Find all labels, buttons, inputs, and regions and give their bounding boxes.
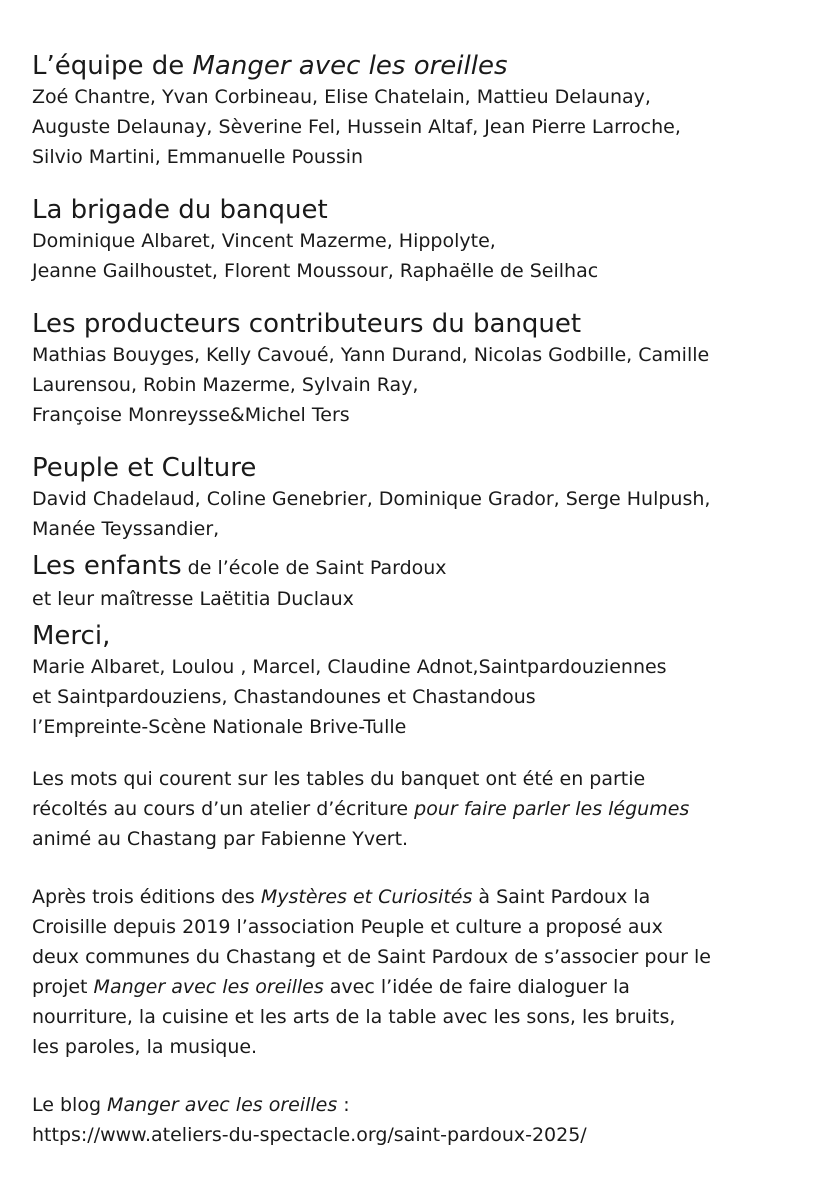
section-producteurs: [32, 308, 792, 430]
paragraph-projet: [32, 882, 792, 1062]
enfants-rest: de l’école de Saint Pardoux: [181, 557, 447, 579]
section-equipe: [32, 50, 792, 172]
credits-page: [32, 50, 792, 1150]
blog-prefix: Le blog: [32, 1094, 108, 1116]
section-merci: [32, 620, 792, 742]
paragraph-projet-italic2: Manger avec les oreilles: [93, 976, 324, 998]
section-peuple: [32, 452, 792, 544]
section-brigade: [32, 194, 792, 286]
names-brigade: Dominique Albaret, Vincent Mazerme, Hippolyte, Jeanne Gailhoustet, Florent Moussour, Raphaëlle de Seilhac: [32, 230, 599, 282]
heading-peuple: Peuple et Culture: [32, 453, 257, 483]
blog-title: Manger avec les oreilles: [107, 1094, 338, 1116]
heading-equipe: [32, 50, 792, 82]
paragraph-projet-part2: à Saint Pardoux la Croisille depuis 2019 l’association Peuple et culture a proposé aux deux communes du Chastang et de Saint Pardoux de s’associer pour le projet: [32, 886, 711, 998]
heading-merci-comma: ,: [102, 621, 111, 651]
blog-line: [32, 1090, 792, 1120]
spacer: [32, 1062, 792, 1090]
paragraph-atelier: [32, 764, 792, 854]
paragraph-projet-part3: avec l’idée de faire dialoguer la nourriture, la cuisine et les arts de la table avec les sons, les bruits, les paroles, la musique.: [32, 976, 676, 1058]
heading-equipe-italic: Manger avec les oreilles: [192, 51, 508, 81]
heading-producteurs: Les producteurs contributeurs du banquet: [32, 309, 582, 339]
heading-brigade: La brigade du banquet: [32, 195, 328, 225]
blog-suffix: :: [337, 1094, 350, 1116]
heading-merci-word: Merci: [32, 621, 103, 651]
paragraph-atelier-italic: pour faire parler les légumes: [414, 798, 690, 820]
enfants-line2: et leur maîtresse Laëtitia Duclaux: [32, 588, 354, 610]
names-producteurs: Mathias Bouyges, Kelly Cavoué, Yann Durand, Nicolas Godbille, Camille Laurensou, Robin Mazerme, Sylvain Ray, Françoise Monreysse&Michel Ters: [32, 344, 710, 426]
paragraph-atelier-part2: animé au Chastang par Fabienne Yvert.: [32, 828, 409, 850]
blog-url: https://www.ateliers-du-spectacle.org/saint-pardoux-2025/: [32, 1124, 587, 1146]
spacer: [32, 854, 792, 882]
paragraph-atelier-part1: Les mots qui courent sur les tables du banquet ont été en partie récoltés au cours d’un atelier d’écriture: [32, 768, 646, 820]
paragraph-projet-part1: Après trois éditions des: [32, 886, 261, 908]
names-equipe: Zoé Chantre, Yvan Corbineau, Elise Chatelain, Mattieu Delaunay, Auguste Delaunay, Sèverine Fel, Hussein Altaf, Jean Pierre Larroche, Silvio Martini, Emmanuelle Poussin: [32, 86, 681, 168]
heading-merci: [32, 620, 792, 652]
section-enfants: [32, 550, 792, 614]
names-peuple: David Chadelaud, Coline Genebrier, Dominique Grador, Serge Hulpush, Manée Teyssandier,: [32, 488, 711, 540]
paragraph-projet-italic1: Mystères et Curiosités: [260, 886, 473, 908]
names-merci: Marie Albaret, Loulou , Marcel, Claudine Adnot,Saintpardouziennes et Saintpardouziens, Chastandounes et Chastandous l’Empreinte-Scène Nationale Brive-Tulle: [32, 656, 667, 738]
heading-equipe-prefix: L’équipe de: [32, 51, 193, 81]
enfants-line: [32, 550, 792, 584]
heading-enfants: Les enfants: [32, 551, 182, 581]
